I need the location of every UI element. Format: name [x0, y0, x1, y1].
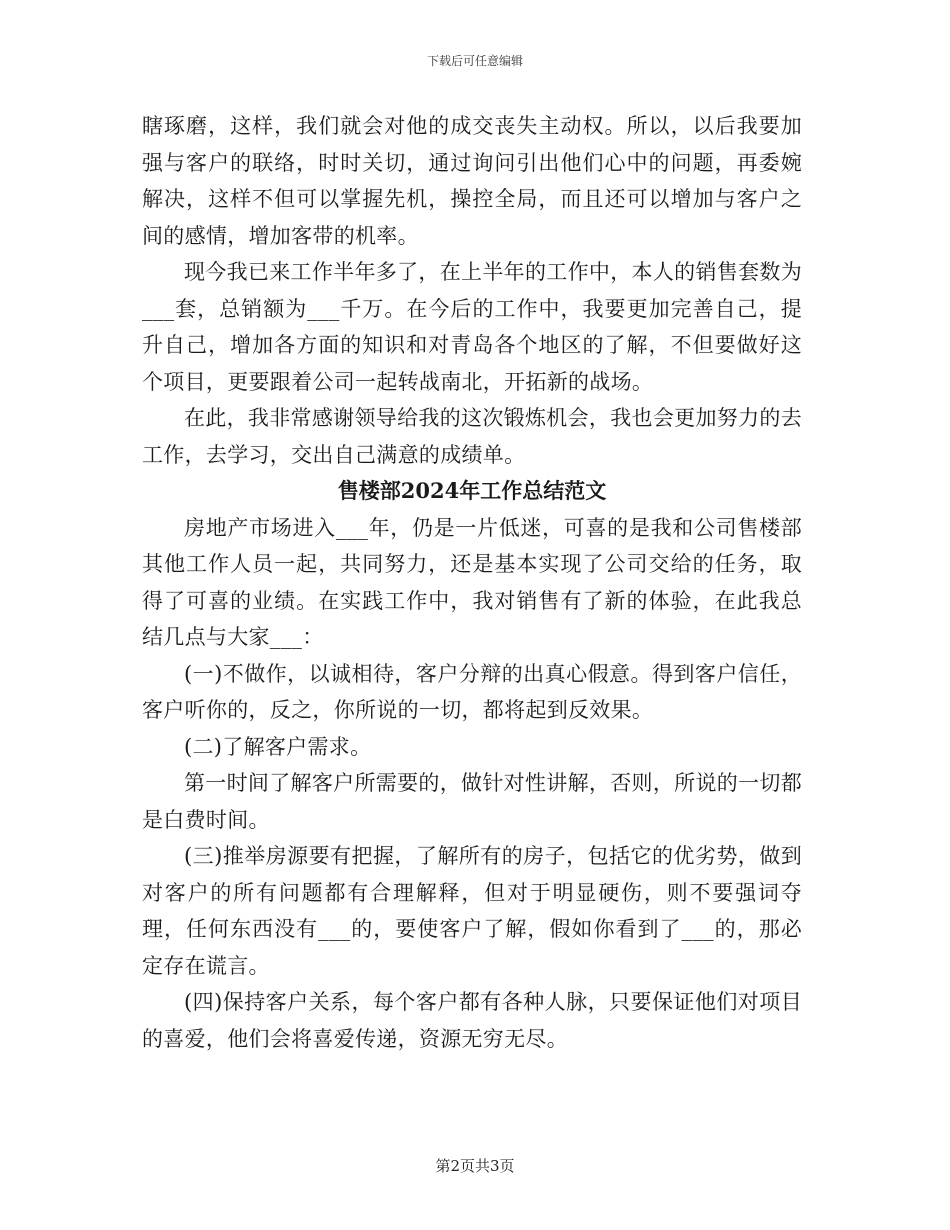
paragraph-intro: 房地产市场进入___年，仍是一片低迷，可喜的是我和公司售楼部其他工作人员一起，共同努力，还是基本实现了公司交给的任务，取得了可喜的业绩。在实践工作中，我对销售有了新的体验，在此我总结几点与大家___：: [142, 515, 802, 649]
paragraph-sales-summary: 现今我已来工作半年多了，在上半年的工作中，本人的销售套数为___套，总销额为___千万。在今后的工作中，我要更加完善自己，提升自己，增加各方面的知识和对青岛各个地区的了解，不但要做好这个项目，更要跟着公司一起转战南北，开拓新的战场。: [142, 260, 802, 394]
paragraph-point-3: (三)推举房源要有把握，了解所有的房子，包括它的优劣势，做到对客户的所有问题都有合理解释，但对于明显硬伤，则不要强词夺理，任何东西没有___的，要使客户了解，假如你看到了___的，那必定存在谎言。: [142, 844, 802, 978]
page-number: 第2页共3页: [435, 1157, 515, 1175]
paragraph-point-2-detail: 第一时间了解客户所需要的，做针对性讲解，否则，所说的一切都是白费时间。: [142, 771, 802, 832]
paragraph-point-2: (二)了解客户需求。: [184, 734, 372, 759]
paragraph-continued: 瞎琢磨，这样，我们就会对他的成交丧失主动权。所以，以后我要加强与客户的联络，时时关切，通过询问引出他们心中的问题，再委婉解决，这样不但可以掌握先机，操控全局，而且还可以增加与客户之间的感情，增加客带的机率。: [142, 114, 802, 248]
header-note: 下载后可任意编辑: [426, 54, 523, 68]
paragraph-thanks: 在此，我非常感谢领导给我的这次锻炼机会，我也会更加努力的去工作，去学习，交出自己满意的成绩单。: [142, 406, 802, 467]
document-body: [142, 108, 802, 1057]
section-title: 售楼部2024年工作总结范文: [337, 478, 607, 503]
paragraph-point-4: (四)保持客户关系，每个客户都有各种人脉，只要保证他们对项目的喜爱，他们会将喜爱传递，资源无穷无尽。: [142, 990, 802, 1051]
paragraph-point-1: (一)不做作，以诚相待，客户分辩的出真心假意。得到客户信任，客户听你的，反之，你所说的一切，都将起到反效果。: [142, 661, 802, 722]
